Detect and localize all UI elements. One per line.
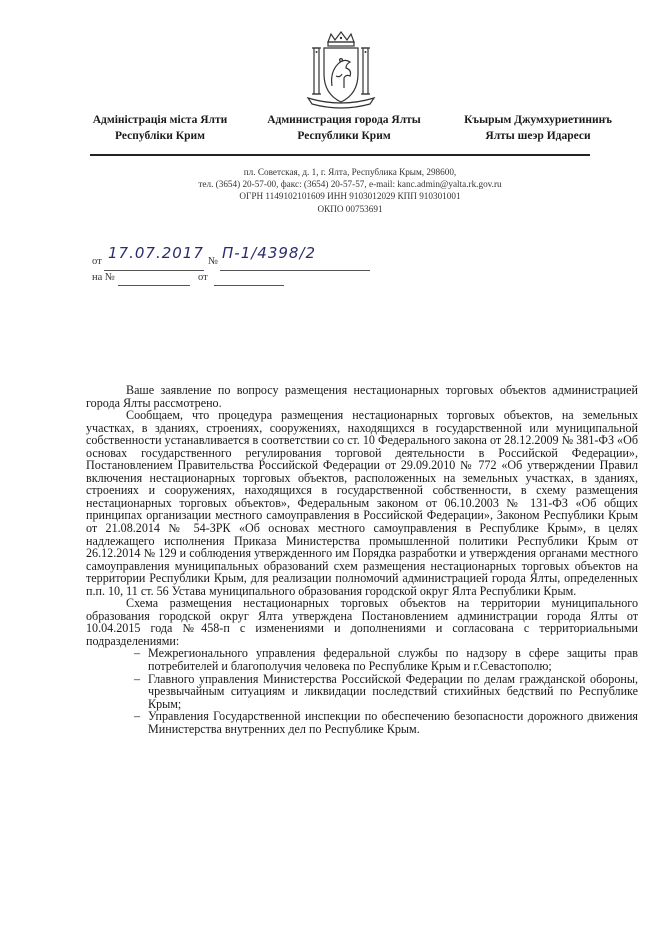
org-name-ukrainian: [60, 112, 260, 144]
org-name-russian: [244, 112, 444, 144]
paragraph-intro: Ваше заявление по вопросу размещения нестационарных торговых объектов администрацией города Ялты рассмотрено.: [86, 383, 638, 410]
okpo-line: ОКПО 00753691: [317, 204, 383, 214]
address-line: пл. Советская, д. 1, г. Ялта, Республика Крым, 298600,: [243, 167, 457, 177]
dash-bullet: –: [134, 709, 141, 724]
dash-bullet: –: [134, 671, 141, 686]
date-underline: [104, 270, 204, 271]
org-name-crimean-tatar: [438, 112, 638, 144]
header-divider: [90, 154, 590, 156]
phones-line: тел. (3654) 20-57-00, факс: (3654) 20-57-57, e-mail: kanc.admin@yalta.rk.gov.ru: [198, 179, 502, 189]
handwritten-date: 17.07.2017: [108, 244, 204, 262]
registration-ids-line: ОГРН 1149102101609 ИНН 9103012029 КПП 910301001: [239, 191, 461, 201]
org-crh-line-2: Ялты шеэр Идареси: [485, 130, 591, 142]
list-item-text: Межрегионального управления федеральной службы по надзору в сфере защиты прав потребителей и благополучия человека по Республике Крым и г.Севастополю;: [148, 646, 638, 674]
list-item: [86, 647, 638, 672]
org-ru-line-1: Администрация города Ялты: [267, 114, 421, 126]
org-ua-line-1: Адміністрація міста Ялти: [92, 114, 228, 126]
reply-to-number-underline: [118, 285, 190, 286]
date-label: от: [92, 256, 102, 267]
paragraph-legal-basis: Сообщаем, что процедура размещения нестационарных торговых объектов, на земельных участках, в зданиях, строениях, сооружениях, находящихся в государственной или муниципальной собственности устанавливается в соответствии со ст. 10 Федерального закона от 28.12.2009 № 381-ФЗ «Об основах государственного регулирования торговой деятельности в Российской Федерации», Постановлением Правительства Российской Федерации от 29.09.2010 № 772 «Об утверждении Правил включения нестационарных торговых объектов, расположенных на земельных участках, в зданиях, строениях и сооружениях, находящихся в государственной собственности, в схему размещения нестационарных торговых объектов», Федеральным законом от 06.10.2003 № 131-ФЗ «Об общих принципах организации местного самоуправления в Российской Федерации», Законом Республики Крым от 21.08.2014 № 54-ЗРК «Об основах местного самоуправления в Республике Крым», в целях надлежащего исполнения Приказа Министерства промышленной политики Республики Крым от 26.12.2014 № 129 и соблюдения утвержденного им Порядка разработки и утверждения органами местного самоуправления муниципальных образований схем размещения нестационарных торговых объектов на территории Республики Крым, для реализации полномочий администрацией города Ялты, определенных п.п. 10, 11 ст. 56 Устава муниципального образования городской округ Ялта Республики Крым.: [86, 408, 638, 598]
org-ru-line-2: Республики Крим: [297, 130, 391, 142]
reply-to-number-label: на №: [92, 272, 115, 283]
org-crh-line-1: Къырым Джумхуриетининъ: [464, 114, 612, 126]
list-item-text: Главного управления Министерства Российской Федерации по делам гражданской обороны, чрезвычайным ситуациям и ликвидации последствий стихийных бедствий по Республике Крым;: [148, 671, 638, 711]
letter-body: [86, 384, 638, 735]
reply-to-date-label: от: [198, 272, 208, 283]
reply-to-date-underline: [214, 285, 284, 286]
handwritten-number: П-1/4398/2: [222, 244, 317, 262]
coat-of-arms-emblem: [300, 28, 382, 110]
list-item-text: Управления Государственной инспекции по обеспечению безопасности дорожного движения Министерства внутренних дел по Республике Крым.: [148, 709, 638, 736]
org-ua-line-2: Республіки Крим: [115, 130, 205, 142]
agencies-list: [86, 647, 638, 735]
number-label: №: [208, 256, 219, 267]
dash-bullet: –: [134, 646, 141, 661]
list-item: [86, 673, 638, 711]
list-item: [86, 710, 638, 735]
number-underline: [220, 270, 370, 271]
paragraph-scheme: Схема размещения нестационарных торговых объектов на территории муниципального образования городской округ Ялта утверждена Постановлением администрации города Ялты от 10.04.2015 года №458-п с изменениями и дополнениями и согласована с территориальными подразделениями:: [86, 596, 638, 648]
